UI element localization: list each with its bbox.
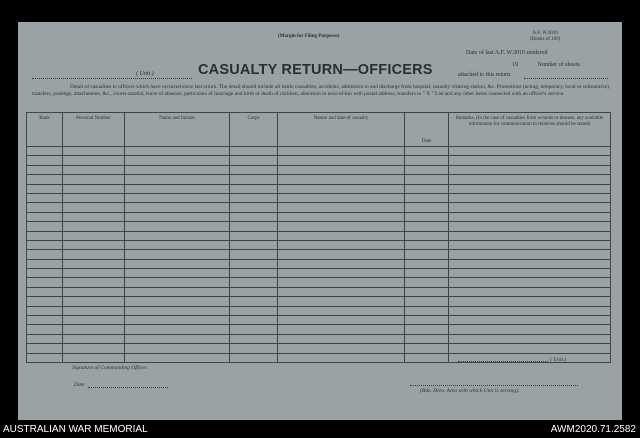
table-cell bbox=[405, 184, 449, 193]
table-cell bbox=[449, 222, 611, 231]
table-cell bbox=[63, 165, 125, 174]
table-cell bbox=[27, 212, 63, 221]
table-cell bbox=[449, 344, 611, 353]
unit-label: ( Unit.) bbox=[136, 71, 154, 77]
table-cell bbox=[27, 156, 63, 165]
table-cell bbox=[278, 231, 405, 240]
table-row bbox=[27, 278, 611, 287]
table-cell bbox=[449, 297, 611, 306]
casualty-rows bbox=[27, 147, 611, 363]
table-cell bbox=[278, 165, 405, 174]
table-cell bbox=[405, 231, 449, 240]
table-cell bbox=[405, 240, 449, 249]
table-cell bbox=[278, 269, 405, 278]
table-cell bbox=[27, 316, 63, 325]
signature-label: Signature of Commanding Officer. bbox=[72, 365, 148, 371]
table-cell bbox=[230, 184, 278, 193]
table-cell bbox=[63, 240, 125, 249]
bde-label: (Bde. Divn. Area with which Unit is serving). bbox=[420, 388, 520, 394]
table-cell bbox=[405, 353, 449, 362]
table-row bbox=[27, 165, 611, 174]
header-personal-number: Personal Number bbox=[63, 113, 125, 147]
table-cell bbox=[125, 306, 230, 315]
header-nature: Nature and date of casualty bbox=[278, 113, 405, 147]
table-cell bbox=[125, 222, 230, 231]
table-cell bbox=[449, 193, 611, 202]
table-row bbox=[27, 203, 611, 212]
table-row bbox=[27, 316, 611, 325]
table-cell bbox=[27, 297, 63, 306]
table-cell bbox=[63, 287, 125, 296]
table-cell bbox=[405, 278, 449, 287]
table-cell bbox=[125, 250, 230, 259]
table-cell bbox=[278, 222, 405, 231]
table-cell bbox=[405, 344, 449, 353]
table-cell bbox=[27, 250, 63, 259]
books-note: (Books of 100) bbox=[530, 37, 561, 42]
table-cell bbox=[27, 240, 63, 249]
table-cell bbox=[27, 325, 63, 334]
table-row bbox=[27, 269, 611, 278]
table-cell bbox=[405, 325, 449, 334]
table-cell bbox=[230, 156, 278, 165]
caption-right: AWM2020.71.2582 bbox=[550, 424, 636, 435]
signature-fill-line bbox=[72, 362, 222, 363]
table-cell bbox=[278, 175, 405, 184]
table-cell bbox=[449, 259, 611, 268]
table-cell bbox=[278, 259, 405, 268]
table-cell bbox=[27, 175, 63, 184]
table-cell bbox=[449, 147, 611, 156]
table-cell bbox=[278, 287, 405, 296]
table-cell bbox=[449, 316, 611, 325]
table-cell bbox=[63, 344, 125, 353]
table-cell bbox=[125, 212, 230, 221]
table-cell bbox=[230, 306, 278, 315]
unit-fill-line bbox=[32, 78, 192, 79]
table-cell bbox=[449, 250, 611, 259]
table-cell bbox=[449, 175, 611, 184]
table-row bbox=[27, 297, 611, 306]
table-row bbox=[27, 344, 611, 353]
attached-fill-line bbox=[524, 78, 608, 79]
header-rank: Rank bbox=[27, 113, 63, 147]
table-row bbox=[27, 334, 611, 343]
caption-left: AUSTRALIAN WAR MEMORIAL bbox=[3, 424, 148, 435]
table-cell bbox=[63, 325, 125, 334]
table-cell bbox=[230, 344, 278, 353]
date-fill-line bbox=[88, 387, 168, 388]
table-cell bbox=[27, 165, 63, 174]
year-prefix: 19 bbox=[512, 62, 518, 68]
table-cell bbox=[278, 240, 405, 249]
header-remarks: Remarks. (In the case of casualties from wounds or disease, any available information for communication to relatives should be stated) bbox=[449, 113, 611, 147]
table-cell bbox=[27, 353, 63, 362]
table-row bbox=[27, 306, 611, 315]
table-cell bbox=[63, 147, 125, 156]
table-cell bbox=[405, 212, 449, 221]
table-cell bbox=[278, 203, 405, 212]
table-cell bbox=[405, 306, 449, 315]
table-cell bbox=[125, 344, 230, 353]
table-cell bbox=[63, 334, 125, 343]
table-row bbox=[27, 250, 611, 259]
table-cell bbox=[405, 222, 449, 231]
table-cell bbox=[278, 156, 405, 165]
table-cell bbox=[125, 203, 230, 212]
table-cell bbox=[449, 231, 611, 240]
table-cell bbox=[405, 193, 449, 202]
table-cell bbox=[278, 306, 405, 315]
table-cell bbox=[63, 193, 125, 202]
header-date: Date bbox=[405, 113, 449, 147]
table-cell bbox=[278, 344, 405, 353]
table-cell bbox=[405, 334, 449, 343]
form-code-block bbox=[530, 31, 560, 43]
table-cell bbox=[278, 325, 405, 334]
table-cell bbox=[63, 259, 125, 268]
table-row bbox=[27, 325, 611, 334]
table-cell bbox=[230, 212, 278, 221]
table-cell bbox=[230, 240, 278, 249]
table-cell bbox=[405, 175, 449, 184]
table-cell bbox=[449, 325, 611, 334]
table-cell bbox=[278, 278, 405, 287]
table-cell bbox=[27, 287, 63, 296]
table-row bbox=[27, 156, 611, 165]
table-cell bbox=[63, 212, 125, 221]
table-cell bbox=[63, 222, 125, 231]
table-cell bbox=[125, 147, 230, 156]
table-row bbox=[27, 231, 611, 240]
footer-unit-fill-line bbox=[458, 361, 548, 362]
table-cell bbox=[230, 222, 278, 231]
table-cell bbox=[449, 278, 611, 287]
bde-fill-line bbox=[410, 385, 578, 386]
table-cell bbox=[27, 222, 63, 231]
table-cell bbox=[449, 240, 611, 249]
table-cell bbox=[230, 269, 278, 278]
table-cell bbox=[27, 306, 63, 315]
table-cell bbox=[125, 165, 230, 174]
table-cell bbox=[63, 306, 125, 315]
table-cell bbox=[27, 147, 63, 156]
footer-unit-label: ( Unit.) bbox=[550, 357, 567, 363]
table-cell bbox=[278, 297, 405, 306]
table-row bbox=[27, 193, 611, 202]
form-code: A.F. W.3010 bbox=[532, 31, 558, 36]
form-title: CASUALTY RETURN—OFFICERS bbox=[198, 62, 433, 78]
table-cell bbox=[230, 316, 278, 325]
table-cell bbox=[63, 269, 125, 278]
table-row bbox=[27, 175, 611, 184]
table-cell bbox=[449, 156, 611, 165]
form-sheet bbox=[18, 22, 622, 420]
table-cell bbox=[125, 156, 230, 165]
table-cell bbox=[27, 203, 63, 212]
table-cell bbox=[125, 316, 230, 325]
table-cell bbox=[405, 297, 449, 306]
table-cell bbox=[278, 353, 405, 362]
table-cell bbox=[405, 259, 449, 268]
table-cell bbox=[449, 287, 611, 296]
table-cell bbox=[63, 184, 125, 193]
header-name: Name and Initials bbox=[125, 113, 230, 147]
table-row bbox=[27, 259, 611, 268]
table-cell bbox=[63, 278, 125, 287]
table-cell bbox=[405, 250, 449, 259]
table-cell bbox=[125, 193, 230, 202]
table-cell bbox=[278, 147, 405, 156]
casualty-table bbox=[26, 112, 610, 338]
table-cell bbox=[230, 259, 278, 268]
table-cell bbox=[27, 259, 63, 268]
table-cell bbox=[63, 203, 125, 212]
table-cell bbox=[230, 353, 278, 362]
table-cell bbox=[125, 259, 230, 268]
table-cell bbox=[230, 297, 278, 306]
table-cell bbox=[63, 156, 125, 165]
table-cell bbox=[63, 231, 125, 240]
table-cell bbox=[63, 297, 125, 306]
caption-bar bbox=[0, 422, 640, 438]
table-cell bbox=[230, 278, 278, 287]
table-cell bbox=[63, 175, 125, 184]
table-cell bbox=[27, 344, 63, 353]
table-row bbox=[27, 222, 611, 231]
number-of-sheets-label: Number of sheets bbox=[537, 62, 580, 68]
table-cell bbox=[278, 250, 405, 259]
date-label: Date bbox=[74, 382, 85, 388]
table-cell bbox=[230, 325, 278, 334]
margin-note: (Margin for Filing Purposes) bbox=[278, 34, 340, 39]
table-cell bbox=[125, 184, 230, 193]
table-cell bbox=[63, 250, 125, 259]
table-cell bbox=[230, 231, 278, 240]
table-row bbox=[27, 147, 611, 156]
table-cell bbox=[230, 175, 278, 184]
table-cell bbox=[405, 269, 449, 278]
table-cell bbox=[230, 203, 278, 212]
table-cell bbox=[405, 147, 449, 156]
table-cell bbox=[449, 269, 611, 278]
table-cell bbox=[449, 334, 611, 343]
table-cell bbox=[27, 278, 63, 287]
table-cell bbox=[230, 287, 278, 296]
table-cell bbox=[449, 165, 611, 174]
table-cell bbox=[278, 316, 405, 325]
table-cell bbox=[405, 203, 449, 212]
table-cell bbox=[278, 212, 405, 221]
table-cell bbox=[405, 316, 449, 325]
table-cell bbox=[27, 184, 63, 193]
form-instructions: Detail of casualties to officers which have occurred since last return. The detail should include all battle casualties, accidents, admission to and discharge from hospital, casualty clearing station, &c. Promotions (acting, temporary, local or substantive), transfers, postings, attachments, &c., courts-martial, leave of absence, particulars of marriage and birth or death of children, alteration in next-of-kin with postal address, transfers to " X " List and any other items connected with an officer's service. bbox=[32, 84, 611, 97]
table-cell bbox=[230, 250, 278, 259]
table-cell bbox=[125, 334, 230, 343]
table-row bbox=[27, 240, 611, 249]
table-cell bbox=[449, 212, 611, 221]
table-cell bbox=[125, 231, 230, 240]
table-cell bbox=[125, 287, 230, 296]
table-cell bbox=[27, 269, 63, 278]
table-cell bbox=[278, 334, 405, 343]
table-cell bbox=[405, 156, 449, 165]
table-cell bbox=[125, 325, 230, 334]
table-cell bbox=[278, 184, 405, 193]
number-of-sheets-row bbox=[512, 62, 580, 68]
table-cell bbox=[125, 278, 230, 287]
table-cell bbox=[27, 334, 63, 343]
date-last-rendered: Date of last A.F. W.3010 rendered bbox=[466, 50, 548, 56]
table-cell bbox=[278, 193, 405, 202]
table-cell bbox=[230, 334, 278, 343]
table-cell bbox=[125, 175, 230, 184]
table-cell bbox=[230, 147, 278, 156]
casualty-grid bbox=[26, 112, 611, 363]
table-row bbox=[27, 287, 611, 296]
attached-to-return: attached to this return bbox=[458, 72, 511, 78]
table-row bbox=[27, 184, 611, 193]
table-cell bbox=[125, 269, 230, 278]
table-cell bbox=[449, 184, 611, 193]
table-cell bbox=[27, 231, 63, 240]
table-cell bbox=[230, 165, 278, 174]
table-cell bbox=[27, 193, 63, 202]
table-cell bbox=[63, 316, 125, 325]
table-cell bbox=[449, 203, 611, 212]
table-cell bbox=[125, 297, 230, 306]
table-cell bbox=[449, 306, 611, 315]
table-cell bbox=[405, 287, 449, 296]
table-cell bbox=[230, 193, 278, 202]
table-cell bbox=[405, 165, 449, 174]
header-corps: Corps bbox=[230, 113, 278, 147]
table-row bbox=[27, 212, 611, 221]
table-cell bbox=[125, 240, 230, 249]
